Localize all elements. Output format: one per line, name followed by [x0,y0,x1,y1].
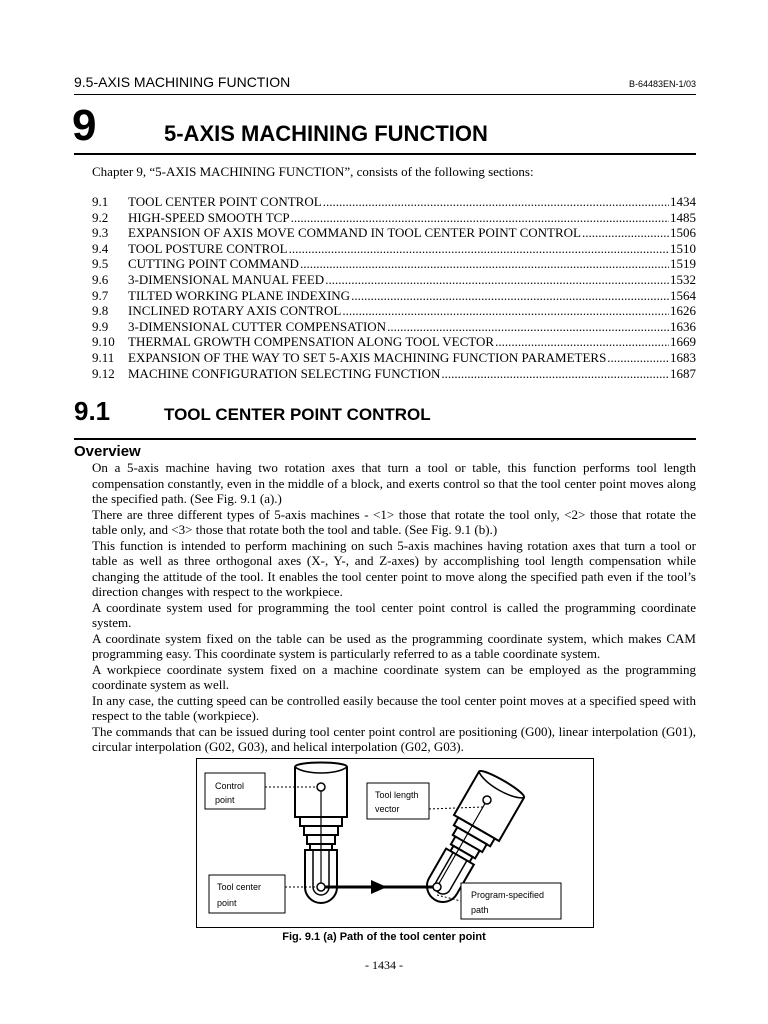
section-rule [74,438,696,440]
header-section-title: 9.5-AXIS MACHINING FUNCTION [74,74,291,90]
toc-entry-title: EXPANSION OF AXIS MOVE COMMAND IN TOOL CENTER POINT CONTROL [128,225,581,241]
toc-leader-dots [323,194,669,210]
body-paragraph: In any case, the cutting speed can be controlled easily because the tool center point moves at a specified speed with respect to the table (workpiece). [92,692,696,723]
toc-entry-number: 9.11 [92,349,115,365]
toc-entry[interactable] [92,241,696,257]
chapter-rule [74,153,696,155]
toc-leader-dots [300,256,669,272]
toc-entry-title: HIGH-SPEED SMOOTH TCP [128,209,290,225]
toc-entry-title: 3-DIMENSIONAL MANUAL FEED [128,271,325,287]
chapter-intro: Chapter 9, “5-AXIS MACHINING FUNCTION”, consists of the following sections: [92,164,534,179]
figure-tool-center-point [196,758,594,928]
toc-entry-number: 9.9 [92,318,109,334]
toc-entry-title: 3-DIMENSIONAL CUTTER COMPENSATION [128,318,387,334]
toc-entry-page: 1683 [670,349,696,365]
toc-entry-page: 1434 [670,194,696,209]
toc-entry[interactable] [92,194,696,210]
header-doc-code: B-64483EN-1/03 [628,79,696,89]
label-control-point-2: point [215,795,235,805]
toc-entry-title: MACHINE CONFIGURATION SELECTING FUNCTION [128,365,441,381]
chapter-title: 5-AXIS MACHINING FUNCTION [164,121,488,146]
label-program-path-1: Program-specified [471,890,545,900]
toc-leader-dots [441,366,669,382]
toc-entry-number: 9.10 [92,334,115,350]
body-paragraph: The commands that can be issued during tool center point control are positioning (G00), linear interpolation (G01), circular interpolation (G02, G03), and helical interpolation (G02, G03). [92,723,696,754]
toc-entry-title: THERMAL GROWTH COMPENSATION ALONG TOOL VECTOR [128,334,495,350]
toc-leader-dots [387,319,669,335]
control-point-left [317,783,325,791]
section-body [92,460,696,755]
body-paragraph: A coordinate system fixed on the table can be used as the programming coordinate system, which makes CAM programming easy. This coordinate system is particularly referred to as a table coordinate system. [92,630,696,661]
toc-entry-page: 1687 [670,365,696,381]
toc-entry-page: 1669 [670,334,696,350]
toc-entry-title: INCLINED ROTARY AXIS CONTROL [128,303,342,319]
tool-diagram [197,759,593,927]
label-box-control-point [205,773,265,809]
body-paragraph: A coordinate system used for programming the tool center point control is called the programming coordinate system. [92,599,696,630]
toc-entry-page: 1532 [670,271,696,287]
table-of-contents [92,194,696,381]
toc-leader-dots [607,350,669,366]
toc-entry-page: 1636 [670,318,696,334]
label-control-point-1: Control [215,781,245,791]
toc-entry-number: 9.6 [92,271,109,287]
label-tool-center-point-1: Tool center [217,882,262,892]
toc-entry[interactable] [92,225,696,241]
path-arrowhead [371,880,387,894]
toc-entry-number: 9.4 [92,240,109,256]
toc-leader-dots [289,241,669,257]
toc-entry-number: 9.7 [92,287,109,303]
toc-entry[interactable] [92,256,696,272]
toc-entry-number: 9.12 [92,365,115,381]
toc-leader-dots [291,210,669,226]
chapter-number: 9 [72,101,97,150]
toc-entry-title: TOOL POSTURE CONTROL [128,240,288,256]
toc-entry-page: 1626 [670,303,696,319]
label-tool-center-point-2: point [217,898,237,908]
overview-heading: Overview [74,443,141,460]
toc-entry-page: 1506 [670,225,696,241]
section-title: TOOL CENTER POINT CONTROL [164,405,431,424]
toc-entry-number: 9.3 [92,225,109,241]
toc-entry-page: 1485 [670,209,696,225]
toc-entry[interactable] [92,334,696,350]
control-point-right [483,796,491,804]
tool-center-point-right [433,883,441,891]
tool-center-point-left [317,883,325,891]
toc-entry-title: CUTTING POINT COMMAND [128,256,299,272]
toc-entry[interactable] [92,288,696,304]
toc-entry-number: 9.8 [92,303,109,319]
label-tool-length-vector-1: Tool length [375,790,419,800]
label-tool-length-vector-2: vector [375,804,400,814]
body-paragraph: A workpiece coordinate system fixed on a machine coordinate system can be employed as the programming coordinate system as well. [92,661,696,692]
toc-leader-dots [582,225,669,241]
body-paragraph: There are three different types of 5-axis machines - <1> those that rotate the tool only, <2> those that rotate the table only, and <3> those that rotate both the tool and table. (See Fig. 9.1 (b).) [92,506,696,537]
body-paragraph: This function is intended to perform machining on such 5-axis machines having rotation axes that turn a tool or table as well as three orthogonal axes (X-, Y-, and Z-axes) by accomplishing tool length compensation while changing the attitude of the tool. It enables the tool center point to move along the specified path even if the tool’s direction changes with respect to the workpiece. [92,537,696,599]
toc-entry-title: TOOL CENTER POINT CONTROL [128,194,322,209]
toc-entry[interactable] [92,303,696,319]
section-number: 9.1 [74,396,111,426]
toc-entry-number: 9.2 [92,209,109,225]
toc-entry[interactable] [92,350,696,366]
toc-leader-dots [351,288,669,304]
header-rule [74,94,696,95]
toc-entry-title: EXPANSION OF THE WAY TO SET 5-AXIS MACHINING FUNCTION PARAMETERS [128,349,607,365]
toc-entry-number: 9.5 [92,256,109,272]
body-paragraph: On a 5-axis machine having two rotation axes that turn a tool or table, this function performs tool length compensation constantly, even in the middle of a block, and exerts control so that the tool center point moves along the specified path. (See Fig. 9.1 (a).) [92,460,696,506]
toc-leader-dots [325,272,669,288]
toc-entry[interactable] [92,210,696,226]
toc-entry-page: 1510 [670,240,696,256]
page-number: - 1434 - [365,958,403,972]
toc-entry[interactable] [92,319,696,335]
label-program-path-2: path [471,905,489,915]
toc-entry-title: TILTED WORKING PLANE INDEXING [128,287,351,303]
toc-entry-page: 1519 [670,256,696,272]
toc-entry[interactable] [92,366,696,382]
toc-entry-page: 1564 [670,287,696,303]
toc-entry[interactable] [92,272,696,288]
toc-leader-dots [495,334,669,350]
toc-leader-dots [342,303,669,319]
toc-entry-number: 9.1 [92,194,109,209]
figure-caption: Fig. 9.1 (a) Path of the tool center point [282,931,486,943]
